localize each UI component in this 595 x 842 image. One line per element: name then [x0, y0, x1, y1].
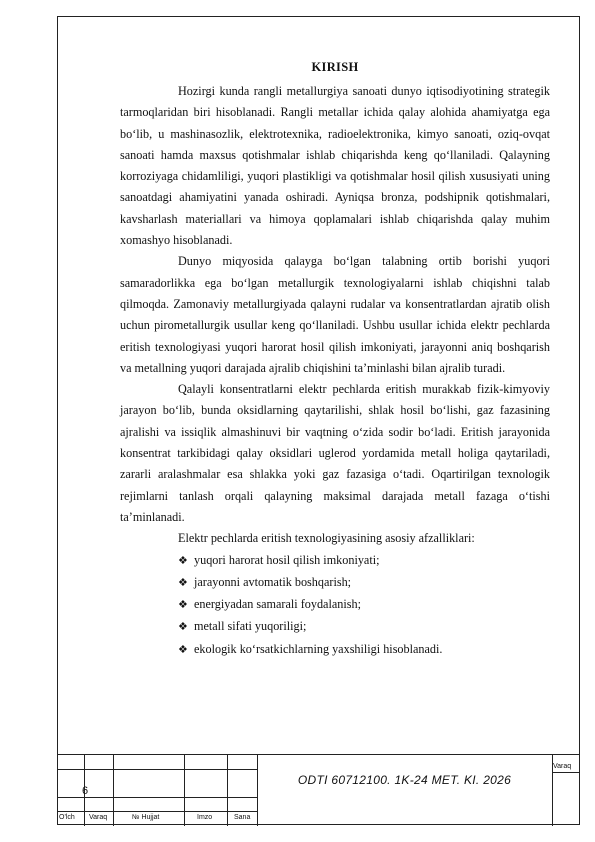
page-number: 6	[82, 785, 89, 797]
col-hujjat: № Hujjat	[132, 814, 160, 821]
title-block	[57, 754, 580, 825]
list-item: ❖ jarayonni avtomatik boshqarish;	[178, 572, 550, 594]
paragraph-2-text: Dunyo miqyosida qalayga bo‘lgan talabning ortib borishi yuqori samaradorlikka ega bo‘lgan metallurgik texnologiyalarni ishlab chiqishni talab qilmoqda. Zamonaviy metallurgiyada qalayni rudalar va konsentratlardan ajratib olish uchun pirometallurgik usullar keng qo‘llaniladi. Ushbu usullar ichida elektr pechlarda eritish texnologiyasi yuqori harorat hosil qilish imkoniyati, jarayonni aniq boshqarish va metallning yuqori darajada ajralib chiqishini ta’minlashi bilan ajralib turadi.	[120, 254, 550, 375]
col-varaq: Varaq	[89, 814, 108, 821]
paragraph-3-text: Qalayli konsentratlarni elektr pechlarda eritish murakkab fizik-kimyoviy jarayon bo‘lib, bunda oksidlarning qaytarilishi, shlak hosil bo‘lishi, gaz fazasining ajralishi va issiqlik almashinuvi bir vaqtning o‘zida sodir bo‘ladi. Eritish jarayonida konsentrat tarkibidagi qalay oksidlari uglerod yordamida metall holiga qaytariladi, zararli aralashmalar esa shlakka yoki gaz fazasiga o‘tadi. Oqartirilgan texnologik rejimlarni tanlash orqali qalayning maksimal darajada metall fazaga o‘tishi ta’minlanadi.	[120, 382, 550, 524]
diamond-bullet-icon: ❖	[178, 554, 188, 567]
page-frame	[57, 16, 580, 825]
paragraph-2	[120, 251, 550, 379]
varaq-label: Varaq	[553, 763, 572, 770]
list-item: ❖ ekologik ko‘rsatkichlarning yaxshiligi hisoblanadi.	[178, 639, 550, 661]
diamond-bullet-icon: ❖	[178, 643, 188, 656]
list-item: ❖ energiyadan samarali foydalanish;	[178, 594, 550, 616]
diamond-bullet-icon: ❖	[178, 621, 188, 634]
document-body	[120, 17, 550, 661]
list-item: ❖ yuqori harorat hosil qilish imkoniyati;	[178, 550, 550, 572]
col-olch: O'lch	[59, 814, 75, 821]
col-sana: Sana	[234, 814, 251, 821]
advantages-list	[120, 550, 550, 661]
col-imzo: Imzo	[197, 814, 213, 821]
list-intro: Elektr pechlarda eritish texnologiyasining asosiy afzalliklari:	[178, 531, 475, 546]
paragraph-1	[120, 81, 550, 251]
page-title: KIRISH	[311, 60, 359, 74]
diamond-bullet-icon: ❖	[178, 599, 188, 612]
list-item: ❖ metall sifati yuqoriligi;	[178, 616, 550, 638]
diamond-bullet-icon: ❖	[178, 576, 188, 589]
document-id: ODTI 60712100. 1K-24 MET. KI. 2026	[297, 773, 512, 787]
paragraph-3	[120, 379, 550, 528]
paragraph-1-text: Hozirgi kunda rangli metallurgiya sanoati dunyo iqtisodiyotining strategik tarmoqlaridan biri hisoblanadi. Rangli metallar ichida qalay alohida ahamiyatga ega bo‘lib, u mashinasozlik, elektrotexnika, radioelektronika, kimyo sanoati, oziq-ovqat sanoati hamda maxsus qotishmalar ishlab chiqarishda keng qo‘llaniladi. Qalayning korroziyaga chidamliligi, yuqori plastikligi va qotishmalar hosil qilish xususiyati uning sanoatdagi ahamiyatini yanada oshiradi. Ayniqsa bronza, podshipnik qotishmalari, kavsharlash materiallari va himoya qoplamalari ishlab chiqarishda qalay muhim xomashyo hisoblanadi.	[120, 84, 550, 248]
